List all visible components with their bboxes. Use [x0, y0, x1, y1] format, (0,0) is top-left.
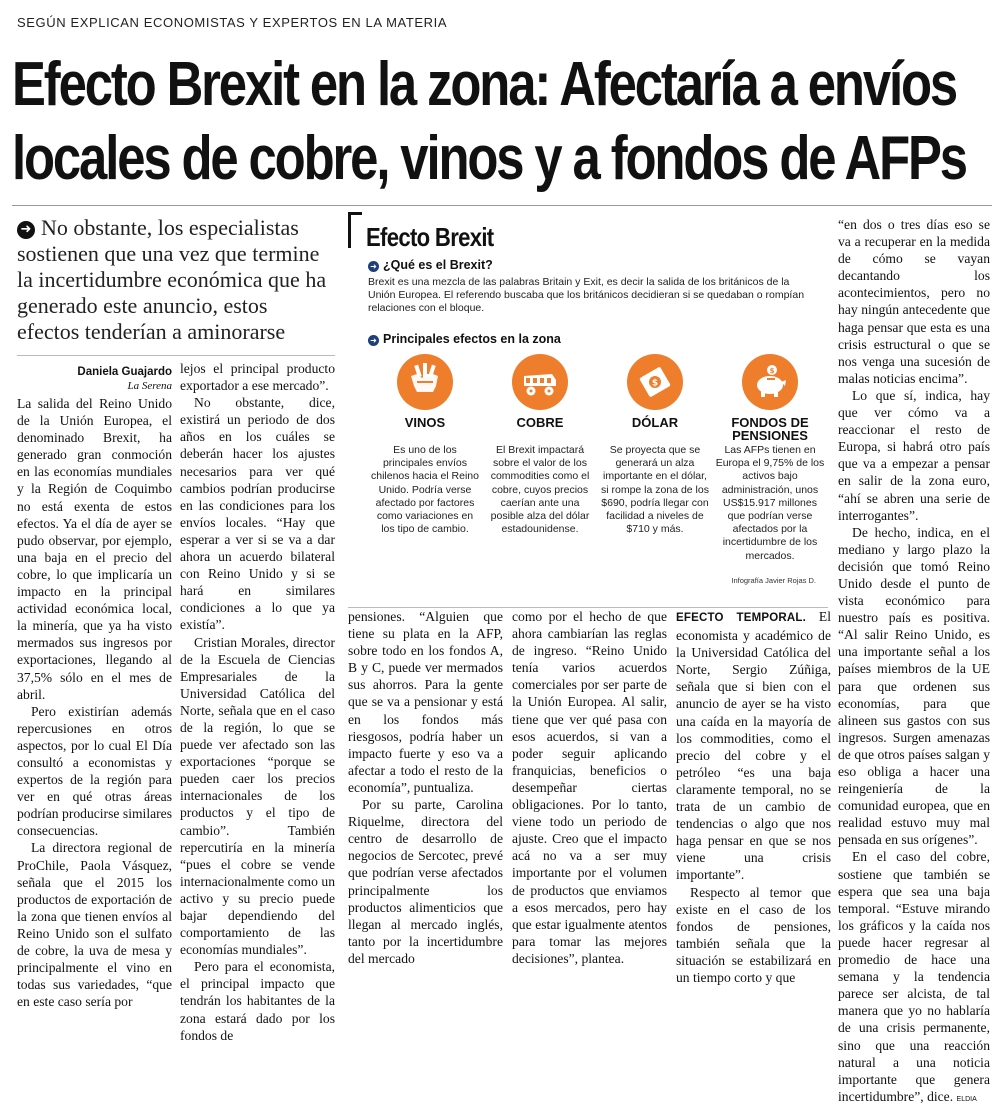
paragraph: Respecto al temor que existe en el caso de los fondos de pensiones, también señala que la situación se estabilizará en un tiempo corto y que — [676, 884, 831, 985]
paragraph — [838, 848, 990, 1107]
svg-text:$: $ — [769, 367, 775, 375]
signature: ELDIA — [956, 1095, 977, 1103]
svg-text:$: $ — [651, 378, 659, 389]
mining-truck-icon — [512, 354, 568, 410]
infographic-answer: Brexit es una mezcla de las palabras Britain y Exit, es decir la salida de los británicos de la Unión Europea. El referendo buscaba que los británicos decidieran si se quedaban o rompían relaciones con el bloque. — [368, 276, 805, 315]
effect-text: Es uno de los principales envíos chilenos hacia el Reino Unido. Podría verse afectado por factores como variaciones en los tipo de cambio. — [371, 444, 479, 536]
paragraph: Pero existirían además repercusiones en otros aspectos, por lo cual El Día consultó a economistas y expertos de la región para ver en qué otras áreas podrían producirse similares consecuencias. — [17, 703, 172, 839]
effect-text: Las AFPs tienen en Europa el 9,75% de los activos bajo administración, unos US$15.917 millones que podrían verse afectados por la incertidumbre de los mercados. — [715, 444, 825, 562]
paragraph: como por el hecho de que ahora cambiarían las reglas de ingreso. “Reino Unido tenía varios acuerdos comerciales por ser parte de la Unión Europea. Al salir, tiene que ver qué pasa con esos acuerdos, si van a poder seguir aplicando franquicias, beneficios o desempeñar ciertas obligaciones. Por lo tanto, viene todo un periodo de ajuste. Creo que el impacto acá no va a ser muy importante por el volumen de productos que enviamos a esos mercados, pero hay que estar igualmente atentos para tomar las mejores decisiones”, plantea. — [512, 609, 667, 966]
effect-text: Se proyecta que se generará un alza importante en el dólar, si rompe la zona de los $690, podría llegar con facilidad a niveles de $710 y más. — [601, 444, 709, 536]
bullet-arrow-icon: ➜ — [368, 261, 379, 272]
infographic-question — [368, 258, 493, 272]
body-column-3 — [348, 608, 503, 967]
effect-dolar — [600, 354, 710, 536]
effect-cobre — [485, 354, 595, 536]
infographic-efecto-brexit — [348, 212, 828, 597]
paragraph-text: En el caso del cobre, sostiene que también se espera que sea una baja temporal. “Estuve mirando los gráficos y la caída nos puede hacer regresar al promedio de hace una semana y la tendencia parece ser alcista, de tal manera que yo no hablaría de una crisis permanente, sino que una reacción natural a una noticia importante que genera incertidumbre”, dice. — [838, 849, 990, 1104]
dollar-bill-icon — [627, 354, 683, 410]
lede-rule — [17, 355, 335, 356]
paragraph: lejos el principal producto exportador a ese mercado”. — [180, 361, 335, 394]
headline-line-2: locales de cobre, vinos y a fondos de AFPs — [12, 124, 966, 193]
wine-bottles-icon — [397, 354, 453, 410]
headline-rule — [12, 205, 992, 206]
lede-text: No obstante, los especialistas sostienen que una vez que termine la incertidumbre económica que ha generado este anuncio, estos efectos tenderían a aminorarse — [17, 215, 327, 344]
paragraph: La directora regional de ProChile, Paola Vásquez, señala que el 2015 los productos de exportación de la zona que tienen envíos al Reino Unido son el sulfato de cobre, la uva de mesa y principalmente el vino en todas sus variedades, “que en este caso sería por — [17, 840, 172, 1010]
infographic-corner — [348, 212, 351, 248]
paragraph: “en dos o tres días eso se va a recuperar en la medida de cómo se vayan decantando los acontecimientos, pero no hay ningún antecedente que haga pensar que esta es una crisis estructural o que se nos venga una sucesión de malas noticias encima”. — [838, 217, 990, 386]
paragraph: pensiones. “Alguien que tiene su plata en la AFP, sobre todo en los fondos A, B y C, puede ver mermados sus ahorros. Para la gente que se va a pensionar y está en los fondos más riesgosos, podría haber un impacto fuerte y eso va a afectar a todo el resto de la economía”, puntualiza. — [348, 609, 503, 795]
effect-vinos — [370, 354, 480, 536]
bullet-arrow-icon: ➜ — [368, 335, 379, 346]
infographic-corner — [348, 212, 362, 215]
body-column-6 — [838, 216, 990, 1108]
paragraph: De hecho, indica, en el mediano y largo plazo la decisión que tomó Reino Unido desde el punto de vista económico para nuestro país es positiva. “Al salir Reino Unido, es una importante señal a los países miembros de la UE para que ordenen sus economías, para que alineen sus gastos con sus ingresos. Surgen amenazas de que otros países salgan y eso obliga a hacer una reingeniería de la comunidad europea, que en realidad estuvo muy mal pensada en sus orígenes”. — [838, 524, 990, 848]
headline — [12, 48, 966, 196]
author-name: Daniela Guajardo — [77, 366, 172, 378]
effect-label: FONDOS DE PENSIONES — [731, 415, 809, 443]
body-column-1 — [17, 395, 172, 1010]
paragraph — [676, 608, 831, 884]
infographic-title: Efecto Brexit — [366, 222, 494, 252]
body-column-2 — [180, 360, 335, 1044]
arrow-right-icon: ➜ — [17, 221, 35, 239]
paragraph: Cristian Morales, director de la Escuela de Ciencias Empresariales de la Universidad Católica del Norte, señala que en el caso de la región, lo que se puede ver afectado son las exportaciones “porque se pueden caer los precios internacionales de los productos y el tipo de cambio”. También repercutiría en la minería “pues el cobre se vende internacionalmente como un activo y su precio puede bajar dependiendo del comportamiento de las economías mundiales”. — [180, 634, 335, 958]
effect-fondos-de-pensiones — [715, 354, 825, 563]
paragraph: Lo que sí, indica, hay que ver cómo va a reaccionar el resto de Europa, si habrá otro país que va a empezar a pensar en salir de la zona euro, “ahí se abren una serie de interrogantes”. — [838, 387, 990, 523]
paragraph: Por su parte, Carolina Riquelme, directora del centro de desarrollo de negocios de Sercotec, prevé que podrían verse afectados principalmente los productos alimenticios que llegan al mercado inglés, tanto por la incertidumbre del mercado — [348, 797, 503, 966]
body-column-4 — [512, 608, 667, 967]
effect-label: DÓLAR — [631, 415, 679, 430]
paragraph: Pero para el economista, el principal impacto que tendrán los habitantes de la zona estará dado por los fondos de — [180, 959, 335, 1043]
infographic-credit: Infografía Javier Rojas D. — [731, 576, 816, 585]
question-text: ¿Qué es el Brexit? — [383, 258, 493, 272]
paragraph: No obstante, dice, existirá un periodo de dos años en los cuáles se deberán hacer los ajustes necesarios para ver qué cambios podrían producirse en las condiciones para los envíos locales. “Hay que esperar a ver si se va a dar ahora un acuerdo bilateral con Reino Unido y si se hará en similares condiciones a lo que ya existía”. — [180, 395, 335, 633]
headline-line-1: Efecto Brexit en la zona: Afectaría a envíos — [12, 50, 957, 119]
body-column-5 — [676, 608, 831, 986]
author-location: La Serena — [127, 380, 172, 392]
subheading-efecto-temporal: EFECTO TEMPORAL. — [676, 612, 807, 624]
effect-text: El Brexit impactará sobre el valor de los commodities como el cobre, cuyos precios caerían ante una posible alza del dólar estadounidense. — [490, 444, 590, 536]
effect-label: VINOS — [404, 415, 446, 430]
piggy-bank-icon — [742, 354, 798, 410]
kicker: SEGÚN EXPLICAN ECONOMISTAS Y EXPERTOS EN LA MATERIA — [17, 15, 448, 30]
effects-heading — [368, 332, 561, 346]
paragraph: La salida del Reino Unido de la Unión Europea, el denominado Brexit, ha generado gran conmoción en las economías mundiales y la Región de Coquimbo no está exenta de estos efectos. Ya el día de ayer se pudo observar, por ejemplo, una baja en el precio del cobre, lo que implicaría un impacto en la principal actividad económica local, la minería, que ya ha visto mermados sus ingresos por exportaciones, llegando al 37,5% sólo en el mes de abril. — [17, 396, 172, 702]
lede — [17, 215, 335, 345]
paragraph-text: El economista y académico de la Universidad Católica del Norte, Sergio Zúñiga, señala que si bien con el anuncio de ayer se ha visto una caída en la mayoría de los commodities, como el precio del cobre y el petróleo “es una baja claramente temporal, no se trata de un cambio de tendencias o algo que nos haga pensar en que se nos viene una crisis importante”. — [676, 609, 831, 883]
byline — [17, 365, 172, 393]
effect-label: COBRE — [516, 415, 564, 430]
effects-heading-text: Principales efectos en la zona — [383, 332, 561, 346]
